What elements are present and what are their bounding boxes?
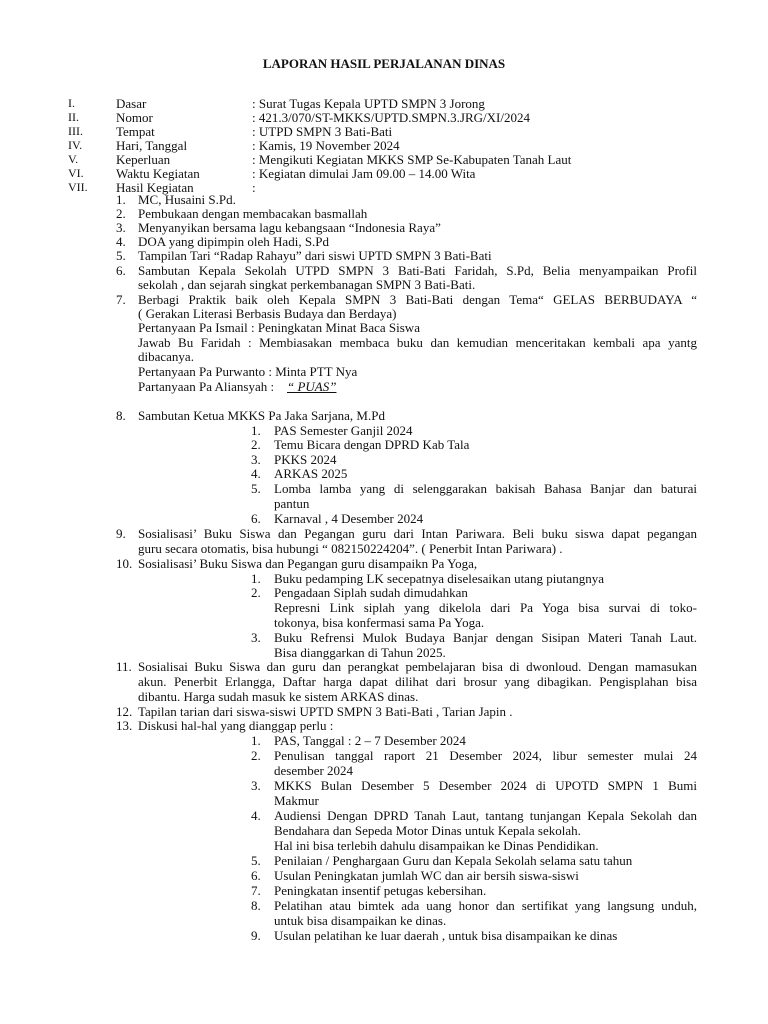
header-row-label: Nomor [116,110,153,125]
header-row-label: Hasil Kegiatan [116,180,194,195]
header-row-number: VI. [68,166,84,180]
list-item-number: 4. [251,466,261,481]
list-item-text: Buku Refrensi Mulok Budaya Banjar dengan Sisipan Materi Tanah Laut. [274,630,697,645]
list-item-text: Pembukaan dengan membacakan basmallah [138,206,368,221]
header-row-label: Tempat [116,124,155,139]
list-item-number: 3. [251,630,261,645]
header-row-number: VII. [68,180,88,194]
list-item-number: 6. [116,263,126,278]
list-item-number: 9. [251,928,261,943]
header-row-value: : 421.3/070/ST-MKKS/UPTD.SMPN.3.JRG/XI/2024 [252,110,530,125]
list-item-text: Sambutan Ketua MKKS Pa Jaka Sarjana, M.Pd [138,408,385,423]
header-row-number: V. [68,152,79,166]
list-item-number: 1. [251,423,261,438]
header-row-number: I. [68,96,75,110]
list-item-text: Makmur [274,793,319,808]
header-row-label: Hari, Tanggal [116,138,188,153]
list-item-number: 5. [116,248,126,263]
list-item-number: 5. [251,481,261,496]
list-item-number: 2. [251,437,261,452]
list-item-text: PAS, Tanggal : 2 – 7 Desember 2024 [274,733,466,748]
list-item-text: guru secara otomatis, bisa hubungi “ 082150224204”. ( Penerbit Intan Pariwara) . [138,541,563,556]
header-row-number: II. [68,110,79,124]
list-item-text: tokonya, bisa konfermasi sama Pa Yoga. [274,615,485,630]
list-item-number: 13. [116,718,133,733]
document-title: LAPORAN HASIL PERJALANAN DINAS [262,56,506,71]
list-item-number: 1. [251,571,261,586]
list-item-text: desember 2024 [274,763,354,778]
list-item-number: 7. [116,292,126,307]
header-row-value: : [252,180,256,195]
list-item-text: ARKAS 2025 [274,466,348,481]
list-item-text: Audiensi Dengan DPRD Tanah Laut, tantang tunjangan Kepala Sekolah dan [274,808,697,823]
list-item-text: Pengadaan Siplah sudah dimudahkan [274,585,468,600]
list-item-number: 4. [251,808,261,823]
list-item-text: Hal ini bisa terlebih dahulu disampaikan ke Dinas Pendidikan. [274,838,599,853]
list-item-number: 1. [251,733,261,748]
list-item-number: 3. [251,452,261,467]
list-item-text: Buku pedamping LK secepatnya diselesaikan utang piutangnya [274,571,604,586]
list-item-text: Karnaval , 4 Desember 2024 [274,511,424,526]
list-item-number: 11. [116,659,132,674]
list-item-text: akun. Penerbit Erlangga, Daftar harga dapat dilihat dari brosur yang dibagikan. Pengisplahan bisa [138,674,697,689]
list-item-number: 2. [116,206,126,221]
list-item-text: Represni Link siplah yang dikelola dari Pa Yoga bisa survai di toko- [274,600,697,615]
header-row-number: III. [68,124,83,138]
list-item-text: untuk bisa disampaikan ke dinas. [274,913,447,928]
list-item-text: Sosialisai Buku Siswa dan guru dan perangkat pembelajaran bisa di dwonloud. Dengan mamasukan [138,659,697,674]
list-item-number: 4. [116,234,126,249]
list-item-text: PAS Semester Ganjil 2024 [274,423,413,438]
list-item-number: 8. [116,408,126,423]
header-row-value: : Mengikuti Kegiatan MKKS SMP Se-Kabupaten Tanah Laut [252,152,572,167]
list-item-text: Bendahara dan Sepeda Motor Dinas untuk Kepala sekolah. [274,823,581,838]
list-item-number: 6. [251,868,261,883]
list-item-number: 1. [116,192,126,207]
list-item-number: 12. [116,704,133,719]
header-row-label: Keperluan [116,152,171,167]
list-item-text: Sosialisasi’ Buku Siswa dan Pegangan guru disampaikn Pa Yoga, [138,556,478,571]
list-item-number: 9. [116,526,126,541]
list-item-number: 5. [251,853,261,868]
list-item-text: pantun [274,496,310,511]
list-item-text: Pertanyaan Pa Ismail : Peningkatan Minat Baca Siswa [138,320,420,335]
list-item-text: Partanyaan Pa Aliansyah : [138,379,275,394]
list-item-text: Penulisan tanggal raport 21 Desember 2024, libur semester mulai 24 [274,748,697,763]
list-item-number: 10. [116,556,133,571]
header-row-value: : Surat Tugas Kepala UPTD SMPN 3 Jorong [252,96,485,111]
list-item-text: Berbagi Praktik baik oleh Kepala SMPN 3 Bati-Bati dengan Tema“ GELAS BERBUDAYA “ [138,292,697,307]
list-item-text: PKKS 2024 [274,452,337,467]
header-row-label: Waktu Kegiatan [116,166,200,181]
list-item-number: 6. [251,511,261,526]
header-row-number: IV. [68,138,83,152]
list-item-number: 2. [251,748,261,763]
header-row-value: : Kamis, 19 November 2024 [252,138,400,153]
header-row-value: : UTPD SMPN 3 Bati-Bati [252,124,393,139]
list-item-text: Temu Bicara dengan DPRD Kab Tala [274,437,470,452]
list-item-text: dibantu. Harga sudah masuk ke sistem ARKAS dinas. [138,689,419,704]
list-item-number: 7. [251,883,261,898]
list-item-text: Menyanyikan bersama lagu kebangsaan “Indonesia Raya” [138,220,441,235]
list-item-text: Tapilan tarian dari siswa-siswi UPTD SMPN 3 Bati-Bati , Tarian Japin . [138,704,513,719]
list-item-text: dibacanya. [138,349,194,364]
list-item-text: Pertanyaan Pa Purwanto : Minta PTT Nya [138,364,358,379]
list-item-number: 8. [251,898,261,913]
list-item-text: Sosialisasi’ Buku Siswa dan Pegangan guru dari Intan Pariwara. Beli buku siswa dapat pegangan [138,526,697,541]
list-item-text: Lomba lamba yang di selenggarakan bakisah Bahasa Banjar dan baturai [274,481,697,496]
list-item-text: ( Gerakan Literasi Berbasis Budaya dan Berdaya) [138,306,397,321]
list-item-text: MC, Husaini S.Pd. [138,192,236,207]
list-item-text: Jawab Bu Faridah : Membiasakan membaca buku dan kemudian menceritakan kembali apa yantg [138,335,697,350]
list-item-text: Penilaian / Penghargaan Guru dan Kepala Sekolah selama satu tahun [274,853,633,868]
list-item-text: “ PUAS” [287,379,337,394]
list-item-number: 3. [116,220,126,235]
list-item-number: 3. [251,778,261,793]
list-item-text: MKKS Bulan Desember 5 Desember 2024 di UPOTD SMPN 1 Bumi [274,778,697,793]
list-item-text: Sambutan Kepala Sekolah UTPD SMPN 3 Bati-Bati Faridah, S.Pd, Belia menyampaikan Profil [138,263,697,278]
list-item-text: Usulan Peningkatan jumlah WC dan air bersih siswa-siswi [274,868,579,883]
list-item-text: Diskusi hal-hal yang dianggap perlu : [138,718,334,733]
list-item-text: Tampilan Tari “Radap Rahayu” dari siswi UPTD SMPN 3 Bati-Bati [138,248,492,263]
list-item-number: 2. [251,585,261,600]
list-item-text: DOA yang dipimpin oleh Hadi, S.Pd [138,234,330,249]
list-item-text: Peningkatan insentif petugas kebersihan. [274,883,487,898]
list-item-text: sekolah , dan sejarah singkat perkembanagan SMPN 3 Bati-Bati. [138,277,476,292]
list-item-text: Usulan pelatihan ke luar daerah , untuk bisa disampaikan ke dinas [274,928,618,943]
header-row-label: Dasar [116,96,147,111]
list-item-text: Pelatihan atau bimtek ada uang honor dan sertifikat yang langsung unduh, [274,898,697,913]
list-item-text: Bisa dianggarkan di Tahun 2025. [274,645,446,660]
header-row-value: : Kegiatan dimulai Jam 09.00 – 14.00 Wita [252,166,476,181]
